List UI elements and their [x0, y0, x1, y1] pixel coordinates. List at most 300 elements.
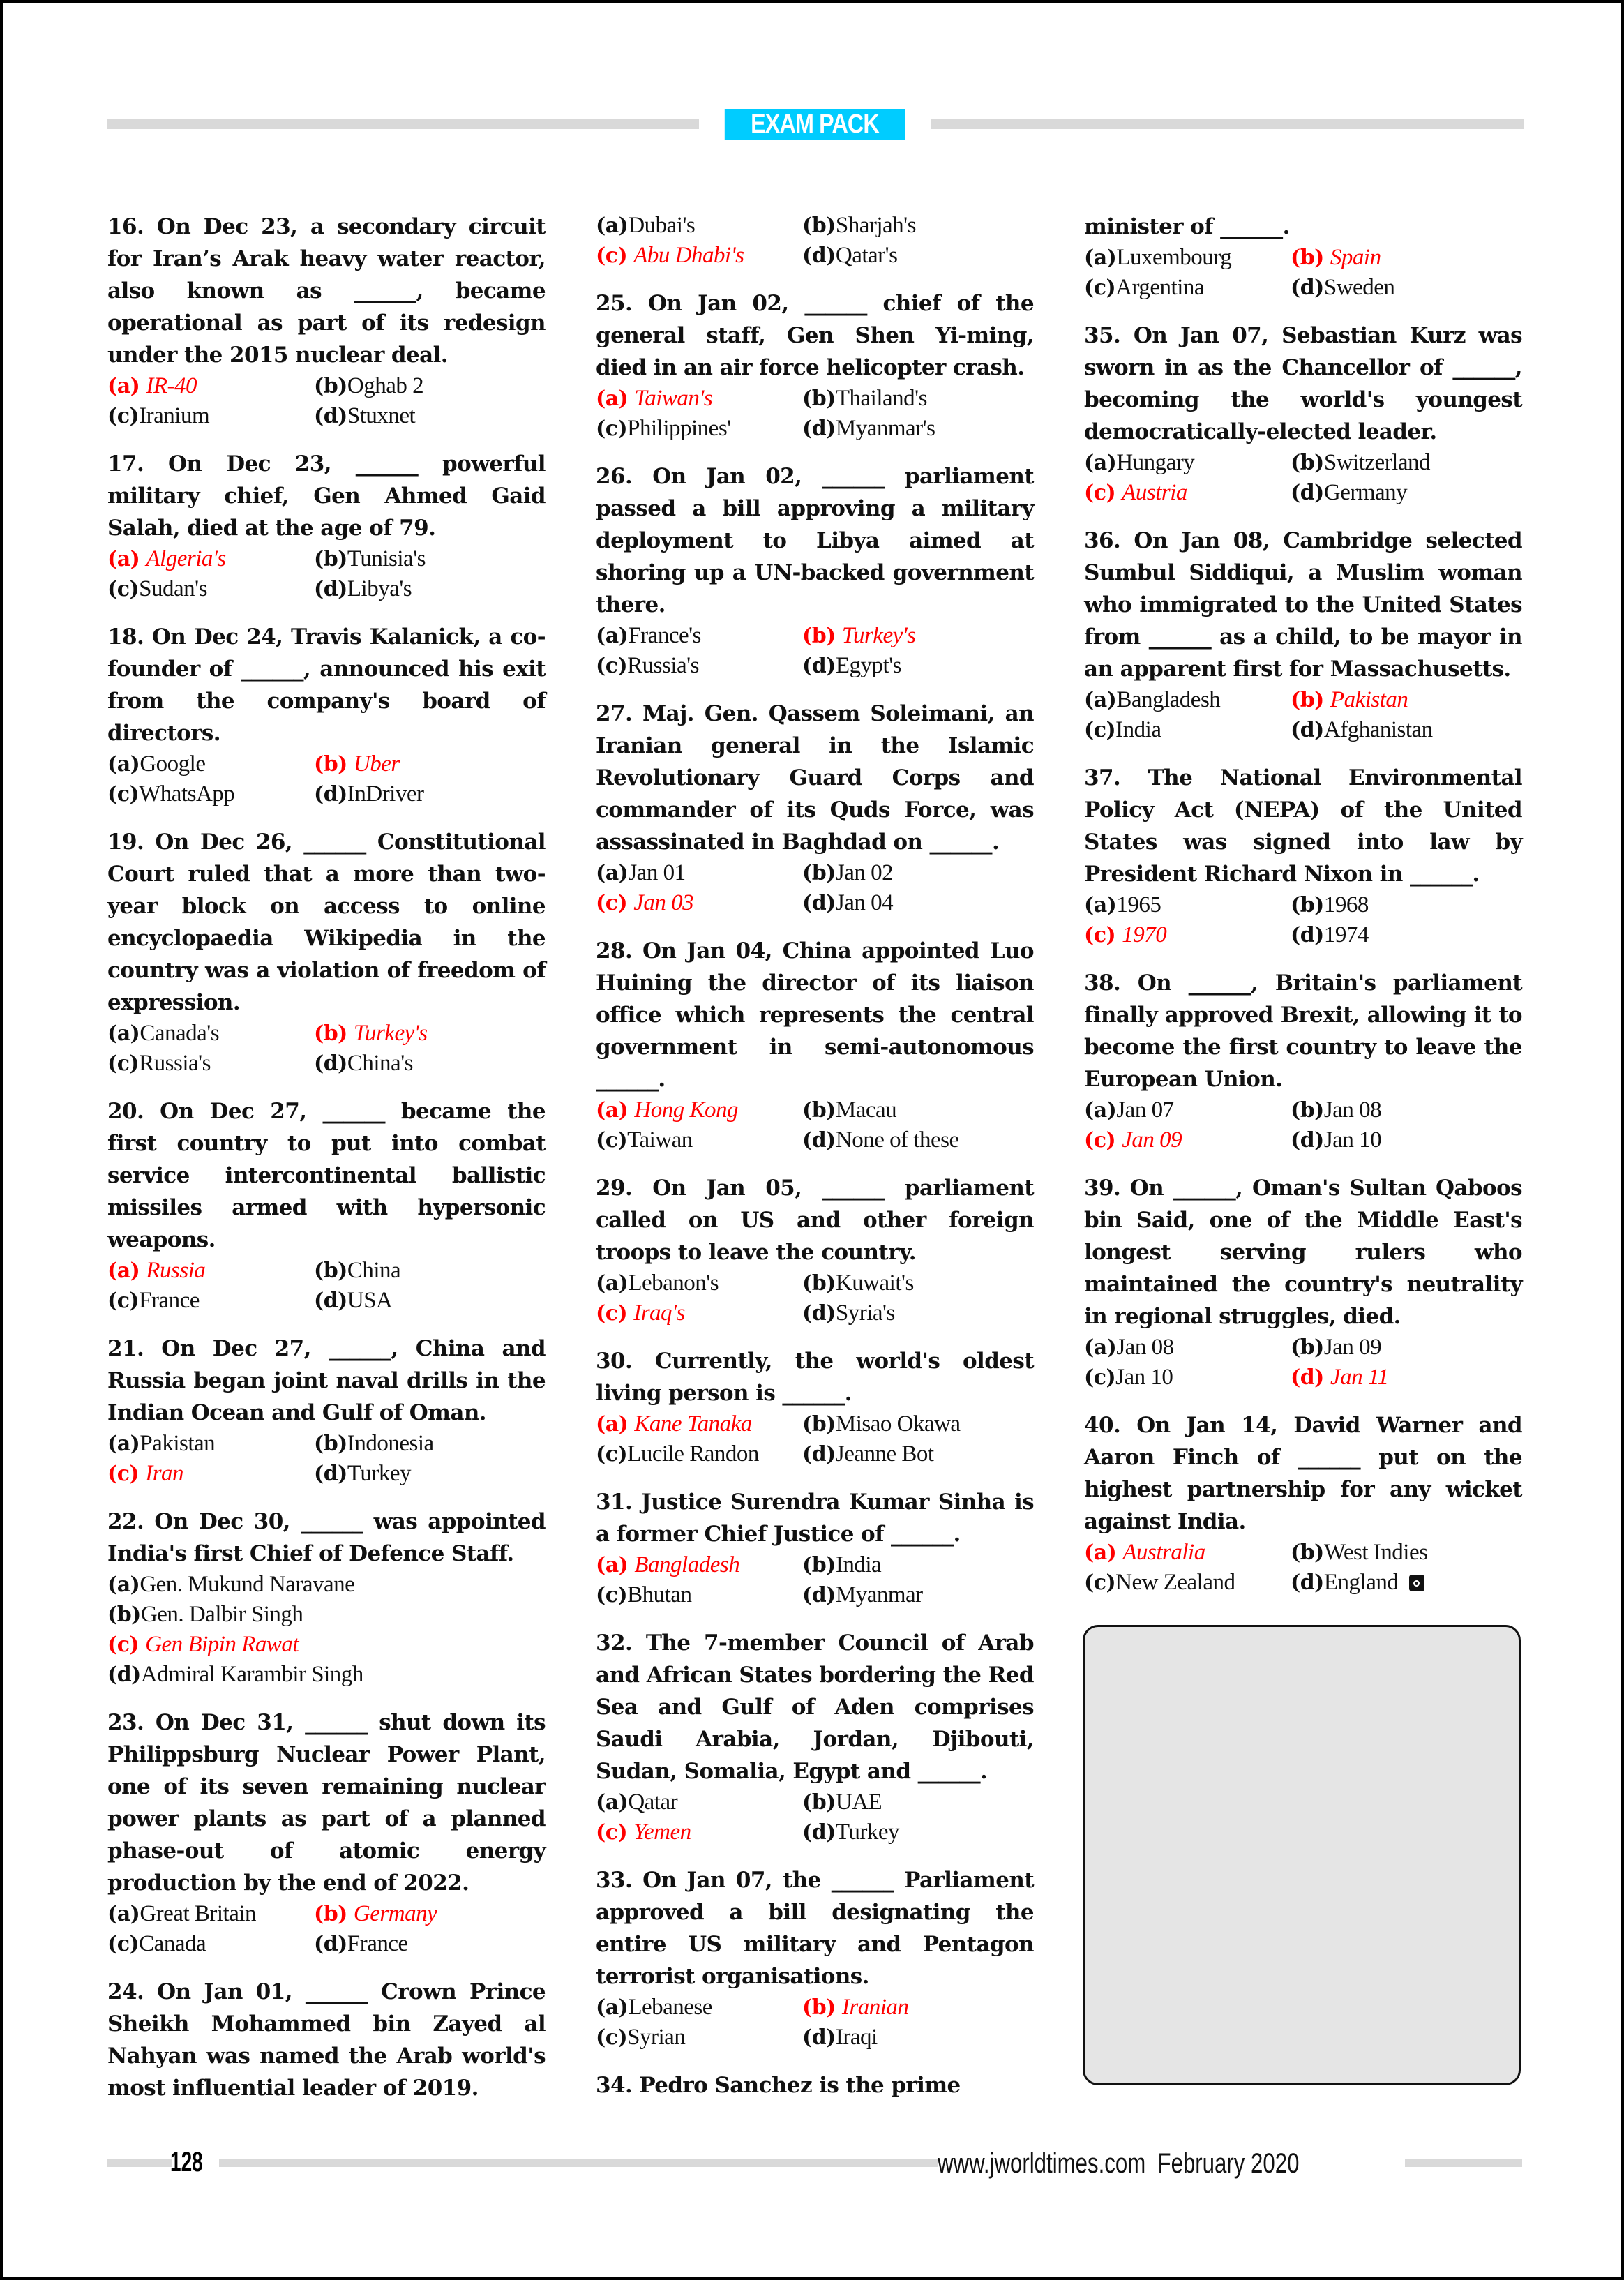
option-text: Jan 09: [1122, 1127, 1182, 1153]
option-correct: [107, 544, 314, 574]
option-text: Turkey's: [841, 623, 916, 648]
option: [1084, 1095, 1291, 1125]
option: [314, 1286, 546, 1316]
options-grid: [107, 1019, 546, 1079]
option: [596, 1993, 802, 2023]
option-text: Libya's: [347, 576, 412, 601]
header-rule-left: [107, 119, 699, 129]
options-grid: [596, 211, 1034, 271]
options-grid: [596, 858, 1034, 918]
question-text: 20. On Dec 27, ______ became the first country to put into combat service intercontinental ballistic missiles armed with hypersonic weapons.: [107, 1099, 546, 1252]
option: [1291, 715, 1522, 745]
option-text: Google: [140, 751, 206, 777]
question-item: [596, 1345, 1034, 1469]
option: [802, 888, 1034, 918]
option: [314, 544, 546, 574]
option-label: (a): [596, 1098, 629, 1123]
option-label: (a): [596, 861, 629, 885]
option-text: Jan 01: [628, 860, 686, 885]
option-label: (c): [107, 1051, 140, 1076]
option: [1291, 1568, 1522, 1598]
question-item: [1084, 1172, 1522, 1393]
option-correct: [596, 1298, 802, 1328]
option-label: (b): [1291, 1098, 1324, 1123]
option-label: (a): [1084, 1098, 1117, 1123]
question-item: [1084, 525, 1522, 745]
option: [314, 1256, 546, 1286]
option-correct: [314, 1899, 546, 1929]
question-text: 25. On Jan 02, ______ chief of the general staff, Gen Shen Yi-ming, died in an air force helicopter crash.: [596, 291, 1034, 380]
option-text: Bhutan: [627, 1582, 692, 1607]
question-text: 26. On Jan 02, ______ parliament passed a bill approving a military deployment to Libya aimed at shoring up a UN-backed government there.: [596, 464, 1034, 617]
option-text: Jan 11: [1330, 1365, 1389, 1390]
question-text: 16. On Dec 23, a secondary circuit for Iran’s Arak heavy water reactor, also known as ______, became operational as part of its redesign under the 2015 nuclear deal.: [107, 214, 546, 368]
option-label: (c): [596, 891, 628, 915]
option-label: (c): [1084, 481, 1116, 505]
option-label: (d): [1291, 276, 1324, 300]
option: [802, 414, 1034, 444]
option-text: Turkey: [347, 1461, 412, 1486]
options-grid: [596, 1095, 1034, 1155]
option-text: Austria: [1122, 480, 1187, 505]
option-label: (a): [596, 1412, 629, 1437]
question-item: [107, 1333, 546, 1489]
option-text: Admiral Karambir Singh: [140, 1662, 363, 1687]
option-correct: [1084, 1125, 1291, 1155]
option-text: Russia: [146, 1258, 206, 1283]
option-text: Luxembourg: [1116, 245, 1232, 270]
option-correct: [107, 371, 314, 401]
option-label: (d): [802, 891, 836, 915]
option-text: Jan 02: [835, 860, 894, 885]
question-item: [596, 1486, 1034, 1610]
option: [1291, 920, 1522, 950]
option-label: (d): [314, 1462, 347, 1486]
option: [1084, 243, 1291, 273]
option-text: Bangladesh: [634, 1552, 740, 1577]
option-text: Kane Tanaka: [634, 1411, 752, 1437]
option-correct: [596, 1550, 802, 1580]
option-correct: [596, 241, 802, 271]
options-grid: [1084, 448, 1522, 508]
option-label: (d): [314, 1932, 347, 1956]
option-label: (d): [802, 243, 836, 268]
option-text: Argentina: [1115, 275, 1205, 300]
option-label: (a): [1084, 246, 1117, 270]
option: [1291, 1333, 1522, 1363]
option-label: (c): [596, 1820, 628, 1845]
option-text: Oghab 2: [347, 373, 424, 398]
option-label: (b): [802, 624, 836, 648]
option-text: 1968: [1323, 892, 1369, 917]
options-grid: [596, 621, 1034, 681]
option-label: (b): [1291, 893, 1324, 917]
option: [802, 651, 1034, 681]
option-text: France's: [628, 623, 701, 648]
option-text: Taiwan: [627, 1127, 693, 1153]
option-label: (d): [802, 1128, 836, 1153]
option: [107, 1899, 314, 1929]
option-label: (b): [802, 213, 836, 238]
option-label: (d): [802, 1583, 836, 1607]
option-label: (a): [596, 1271, 629, 1296]
question-item: [596, 1627, 1034, 1847]
option-text: Gen. Mukund Naravane: [140, 1572, 355, 1597]
option-label: (c): [107, 577, 140, 601]
option-text: Canada's: [140, 1021, 220, 1046]
option: [107, 401, 314, 431]
option-correct: [1291, 243, 1522, 273]
option: [107, 1286, 314, 1316]
option-label: (b): [1291, 1335, 1324, 1360]
question-item: [107, 621, 546, 809]
option-label: (b): [1291, 688, 1324, 712]
option: [802, 384, 1034, 414]
option-text: IR-40: [146, 373, 197, 398]
question-item: [1084, 320, 1522, 508]
option: [596, 1125, 802, 1155]
option-label: (b): [314, 752, 347, 777]
option-text: Jan 10: [1323, 1127, 1382, 1153]
options-grid: [107, 1256, 546, 1316]
option-label: (b): [802, 1412, 836, 1437]
option: [1291, 478, 1522, 508]
footer-issue: February 2020: [1157, 2148, 1300, 2179]
option-label: (d): [314, 577, 347, 601]
option-label: (d): [314, 782, 347, 807]
option-label: (b): [1291, 451, 1324, 475]
option-text: Myanmar's: [835, 416, 935, 441]
option-correct: [802, 621, 1034, 651]
option-text: Taiwan's: [634, 386, 713, 411]
option-correct: [596, 888, 802, 918]
option-text: UAE: [835, 1790, 882, 1815]
option-label: (a): [1084, 451, 1117, 475]
option: [107, 1049, 314, 1079]
footer-rule: [1405, 2159, 1522, 2167]
options-grid: [596, 1550, 1034, 1610]
option-label: (d): [314, 404, 347, 428]
option-text: Pakistan: [1330, 687, 1408, 712]
option-label: (c): [1084, 923, 1116, 947]
option-text: Egypt's: [835, 653, 901, 678]
question-item: [107, 1976, 546, 2104]
option: [802, 858, 1034, 888]
question-text: 22. On Dec 30, ______ was appointed India's first Chief of Defence Staff.: [107, 1509, 546, 1566]
question-text: 29. On Jan 05, ______ parliament called on US and other foreign troops to leave the country.: [596, 1176, 1034, 1265]
option-text: England: [1323, 1570, 1399, 1595]
option: [596, 1580, 802, 1610]
option-text: Australia: [1122, 1540, 1205, 1565]
option-label: (c): [107, 1932, 140, 1956]
option: [596, 414, 802, 444]
option-text: 1970: [1122, 922, 1167, 947]
option: [314, 401, 546, 431]
option-text: Afghanistan: [1323, 717, 1433, 742]
option-label: (d): [802, 654, 836, 678]
options-grid: [1084, 685, 1522, 745]
question-continued: [596, 211, 1034, 271]
option-text: Hong Kong: [634, 1097, 738, 1123]
option-text: Iranian: [841, 1995, 909, 2020]
option-text: Jan 03: [633, 890, 694, 915]
option-text: Gen. Dalbir Singh: [140, 1602, 303, 1627]
column-2: [596, 211, 1034, 2118]
option-text: Turkey's: [353, 1021, 428, 1046]
option-correct: [1084, 478, 1291, 508]
option-correct: [1084, 920, 1291, 950]
option-label: (b): [802, 1098, 836, 1123]
option: [596, 858, 802, 888]
question-item: [1084, 762, 1522, 950]
option-text: Thailand's: [835, 386, 927, 411]
option-label: (c): [1084, 276, 1116, 300]
option-text: Uber: [353, 751, 400, 777]
option-label: (c): [596, 1128, 628, 1153]
option: [314, 1459, 546, 1489]
option-label: (c): [107, 1462, 140, 1486]
option-label: (d): [314, 1051, 347, 1076]
option: [314, 1049, 546, 1079]
option-label: (a): [596, 624, 629, 648]
option: [596, 1268, 802, 1298]
question-item: [596, 698, 1034, 918]
options-grid: [107, 1570, 546, 1690]
option-text: Germany: [353, 1901, 437, 1926]
option: [596, 211, 802, 241]
option-text: Algeria's: [146, 546, 226, 571]
option-text: Gen Bipin Rawat: [145, 1632, 299, 1657]
option-label: (b): [314, 1432, 347, 1456]
question-text: 24. On Jan 01, ______ Crown Prince Sheikh Mohammed bin Zayed al Nahyan was named the Arab world's most influential leader of 2019.: [107, 1979, 546, 2101]
option-label: (a): [596, 213, 629, 238]
question-text: 28. On Jan 04, China appointed Luo Huining the director of its liaison office which represents the central government in semi-autonomous ______.: [596, 938, 1034, 1092]
option-text: Macau: [835, 1097, 897, 1123]
option: [802, 1817, 1034, 1847]
options-grid: [1084, 1538, 1522, 1598]
option-correct: [314, 1019, 546, 1049]
option-text: India: [1115, 717, 1161, 742]
option-text: Myanmar: [835, 1582, 923, 1607]
option-text: Qatar's: [835, 243, 898, 268]
option-label: (a): [107, 752, 140, 777]
question-item: [596, 935, 1034, 1155]
option-label: (b): [802, 861, 836, 885]
option-text: India: [835, 1552, 882, 1577]
option: [107, 1019, 314, 1049]
question-text: 19. On Dec 26, ______ Constitutional Court ruled that a more than two-year block on access to online encyclopaedia Wikipedia in the country was a violation of freedom of expression.: [107, 830, 546, 1015]
option-label: (b): [802, 387, 836, 411]
option-text: France: [347, 1931, 408, 1956]
header-rule-right: [931, 119, 1524, 129]
option-label: (c): [107, 404, 140, 428]
option-text: Russia's: [139, 1051, 211, 1076]
option-text: Hungary: [1116, 450, 1195, 475]
option-correct: [802, 1993, 1034, 2023]
option-text: Misao Okawa: [835, 1411, 961, 1437]
option-text: 1974: [1323, 922, 1369, 947]
option-text: Syria's: [835, 1300, 895, 1326]
option: [802, 1268, 1034, 1298]
option-label: (d): [1291, 1570, 1324, 1595]
question-item: [107, 1707, 546, 1959]
option-label: (d): [802, 417, 836, 441]
option-text: Iranium: [139, 403, 210, 428]
option-text: Lucile Randon: [627, 1441, 759, 1467]
option-text: Great Britain: [140, 1901, 257, 1926]
option-text: Sudan's: [139, 576, 207, 601]
option: [314, 574, 546, 604]
question-text: 38. On ______, Britain's parliament finally approved Brexit, allowing it to become the first country to leave the European Union.: [1084, 970, 1522, 1092]
option: [314, 1429, 546, 1459]
option-label: (c): [1084, 1570, 1116, 1595]
options-grid: [596, 1993, 1034, 2053]
question-text: 31. Justice Surendra Kumar Sinha is a former Chief Justice of ______.: [596, 1490, 1034, 1547]
option-text: Iraqi: [835, 2025, 878, 2050]
option-label: (a): [107, 1902, 140, 1926]
option-text: Jeanne Bot: [835, 1441, 934, 1467]
option-label: (a): [1084, 688, 1117, 712]
question-text: 27. Maj. Gen. Qassem Soleimani, an Iranian general in the Islamic Revolutionary Guard Corps and commander of its Quds Force, was assassinated in Baghdad on ______.: [596, 701, 1034, 855]
question-text: 35. On Jan 07, Sebastian Kurz was sworn in as the Chancellor of ______, becoming the world's youngest democratically-elected leader.: [1084, 323, 1522, 444]
option: [802, 1550, 1034, 1580]
option: [1084, 890, 1291, 920]
question-item: [1084, 967, 1522, 1155]
option-text: InDriver: [347, 781, 424, 807]
option-label: (d): [1291, 1128, 1324, 1153]
option-label: (c): [1084, 1365, 1116, 1390]
options-grid: [107, 1899, 546, 1959]
option-text: Syrian: [627, 2025, 686, 2050]
options-grid: [596, 1409, 1034, 1469]
option-text: Lebanon's: [628, 1270, 719, 1296]
question-text: 23. On Dec 31, ______ shut down its Philippsburg Nuclear Power Plant, one of its seven remaining nuclear power plants as part of a planned phase-out of atomic energy production by the end of 2022.: [107, 1710, 546, 1896]
option-label: (b): [314, 1259, 347, 1283]
option-label: (a): [596, 1553, 629, 1577]
footer-website-issue: [938, 2147, 1302, 2180]
option-label: (c): [596, 654, 628, 678]
option-text: Germany: [1323, 480, 1408, 505]
question-text: 40. On Jan 14, David Warner and Aaron Finch of ______ put on the highest partnership for any wicket against India.: [1084, 1413, 1522, 1534]
option-label: (b): [314, 374, 347, 398]
question-item: [107, 1506, 546, 1690]
option-label: (a): [1084, 893, 1117, 917]
options-grid: [107, 371, 546, 431]
options-grid: [596, 1787, 1034, 1847]
option-label: (d): [107, 1663, 141, 1687]
option-label: (a): [107, 547, 140, 571]
option: [596, 651, 802, 681]
option-label: (d): [1291, 1365, 1324, 1390]
option-text: Spain: [1330, 245, 1381, 270]
option-text: Abu Dhabi's: [633, 243, 744, 268]
option-label: (b): [314, 1902, 347, 1926]
question-text: 34. Pedro Sanchez is the prime: [596, 2073, 961, 2098]
question-text: 39. On ______, Oman's Sultan Qaboos bin Said, one of the Middle East's longest serving rulers who maintained the country's neutrality in regional struggles, died.: [1084, 1176, 1522, 1329]
question-continued: [1084, 211, 1522, 303]
option-label: (d): [802, 2025, 836, 2050]
option: [596, 1439, 802, 1469]
option-correct: [596, 1409, 802, 1439]
question-item: [107, 826, 546, 1079]
option-text: Switzerland: [1323, 450, 1430, 475]
option-label: (c): [1084, 718, 1116, 742]
section-title-badge: EXAM PACK: [725, 109, 905, 140]
question-text: 32. The 7-member Council of Arab and African States bordering the Red Sea and Gulf of Aden comprises Saudi Arabia, Jordan, Djibouti, Sudan, Somalia, Egypt and ______.: [596, 1630, 1034, 1784]
option-text: Dubai's: [628, 213, 696, 238]
option-correct: [1084, 1538, 1291, 1568]
option-label: (a): [596, 387, 629, 411]
footer-rule: [107, 2159, 172, 2167]
option-label: (b): [802, 1995, 836, 2020]
options-grid: [107, 1429, 546, 1489]
option-label: (b): [1291, 1540, 1324, 1565]
option-label: (a): [107, 1021, 140, 1046]
option-label: (c): [596, 243, 628, 268]
page-number: 128: [170, 2147, 203, 2177]
option-correct: [314, 749, 546, 779]
option-label: (a): [107, 1432, 140, 1456]
option-text: Canada: [139, 1931, 206, 1956]
option-text: Iran: [145, 1461, 184, 1486]
option-label: (c): [596, 1583, 628, 1607]
option: [1084, 1363, 1291, 1393]
option: [107, 574, 314, 604]
option-text: Jan 07: [1116, 1097, 1174, 1123]
option: [1084, 1568, 1291, 1598]
option-text: Russia's: [627, 653, 699, 678]
options-grid: [107, 749, 546, 809]
option-label: (b): [314, 1021, 347, 1046]
option: [802, 1787, 1034, 1817]
option: [802, 241, 1034, 271]
option: [802, 2023, 1034, 2053]
option-label: (c): [107, 1289, 140, 1313]
option: [314, 1929, 546, 1959]
options-grid: [1084, 243, 1522, 303]
option-label: (a): [1084, 1335, 1117, 1360]
option-correct: [596, 1095, 802, 1125]
option-text: Jan 04: [835, 890, 894, 915]
option-text: Lebanese: [628, 1995, 712, 2020]
question-text: minister of ______.: [1084, 214, 1290, 239]
option-correct: [1291, 685, 1522, 715]
option-label: (c): [596, 2025, 628, 2050]
option-text: Sharjah's: [835, 213, 916, 238]
options-grid: [107, 544, 546, 604]
option-text: Pakistan: [140, 1431, 216, 1456]
option: [802, 211, 1034, 241]
option-text: Turkey: [835, 1820, 900, 1845]
option: [802, 1580, 1034, 1610]
option-label: (a): [596, 1995, 629, 2020]
option-text: Kuwait's: [835, 1270, 914, 1296]
option: [107, 1570, 546, 1600]
options-grid: [1084, 1095, 1522, 1155]
question-item: [596, 1172, 1034, 1328]
options-grid: [596, 384, 1034, 444]
option-label: (d): [802, 1442, 836, 1467]
option-label: (d): [802, 1820, 836, 1845]
option: [1291, 273, 1522, 303]
option-text: China's: [347, 1051, 413, 1076]
option-label: (d): [1291, 718, 1324, 742]
option-text: Iraq's: [633, 1300, 685, 1326]
option-label: (b): [314, 547, 347, 571]
option: [596, 2023, 802, 2053]
option-text: 1965: [1116, 892, 1161, 917]
option: [802, 1409, 1034, 1439]
